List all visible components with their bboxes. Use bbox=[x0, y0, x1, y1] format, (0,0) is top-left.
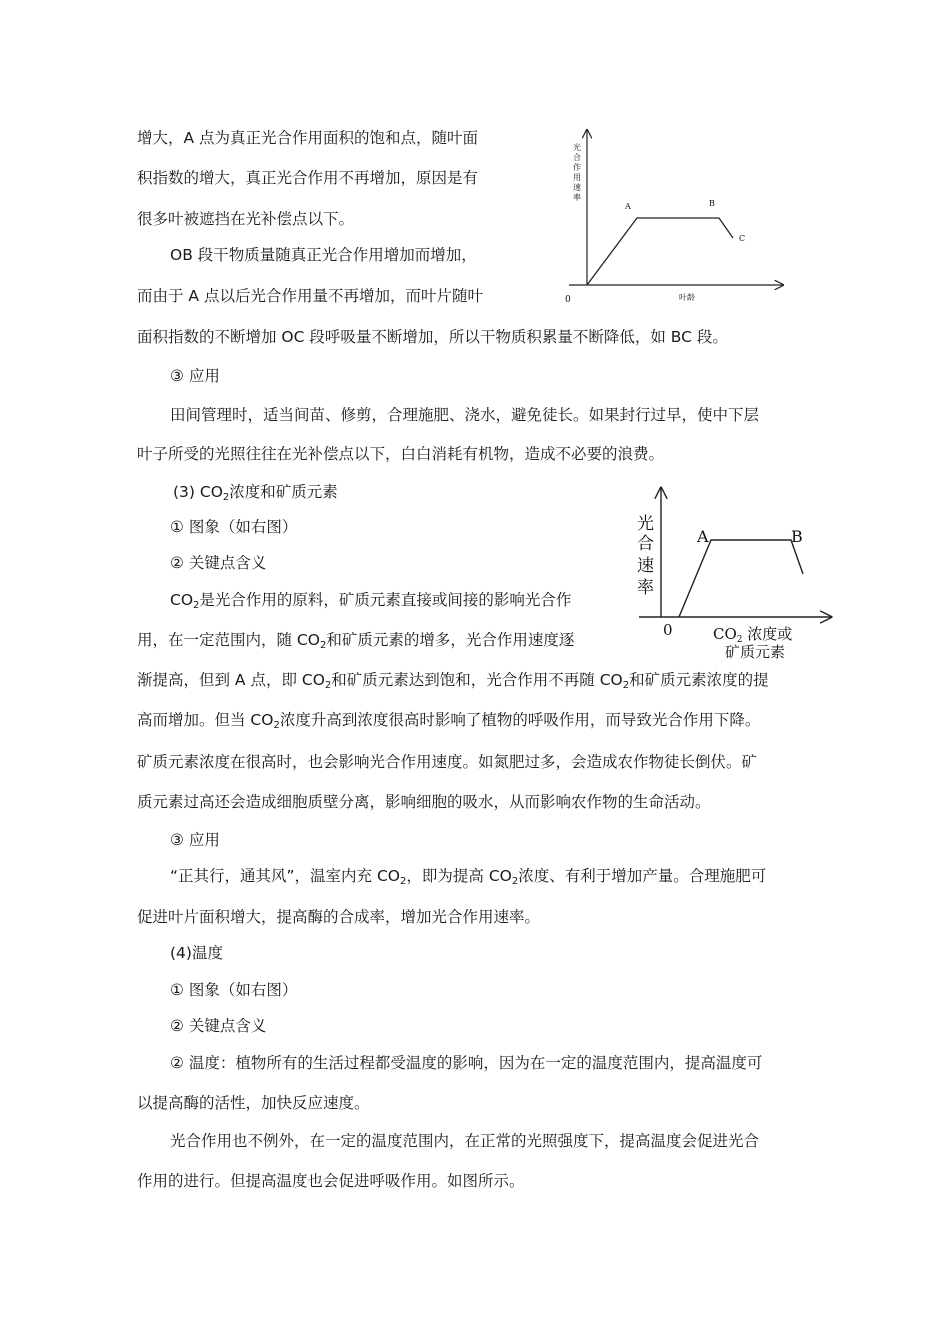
x-axis-label: 叶龄 bbox=[679, 293, 695, 302]
subheading-image: ① 图象（如右图） bbox=[170, 518, 298, 536]
x-axis-label-line2: 矿质元素 bbox=[725, 643, 786, 661]
text-line: “正其行，通其风”，温室内充 $CO_2$，即为提高 $CO_2$浓度、有利于增加产量。合理施肥可 bbox=[170, 867, 767, 887]
text-line: 很多叶被遮挡在光补偿点以下。 bbox=[137, 210, 355, 228]
point-b-label: B bbox=[791, 527, 803, 546]
y-label-char: 作 bbox=[573, 163, 581, 172]
text-line: $CO_2$是光合作用的原料，矿质元素直接或间接的影响光合作 bbox=[170, 591, 572, 611]
y-label-char: 光 bbox=[637, 514, 654, 534]
subheading-image: ① 图象（如右图） bbox=[170, 981, 298, 999]
text-line: 矿质元素浓度在很高时，也会影响光合作用速度。如氮肥过多，会造成农作物徒长倒伏。矿 bbox=[137, 753, 758, 771]
point-a-label: A bbox=[625, 202, 631, 211]
y-label-char: 合 bbox=[637, 534, 654, 554]
text-line: 渐提高，但到 A 点，即 $CO_2$和矿质元素达到饱和，光合作用不再随 $CO_2$和矿质元素浓度的提 bbox=[137, 671, 769, 691]
text-line: 面积指数的不断增加 OC 段呼吸量不断增加，所以干物质积累量不断降低，如 BC 段。 bbox=[137, 328, 728, 346]
y-axis-label bbox=[637, 514, 654, 598]
figure-co2-mineral-graph bbox=[625, 482, 835, 672]
text-line: 作用的进行。但提高温度也会促进呼吸作用。如图所示。 bbox=[137, 1172, 525, 1190]
y-label-char: 率 bbox=[637, 578, 654, 598]
text-line: 以提高酶的活性，加快反应速度。 bbox=[137, 1094, 370, 1112]
text-line: 田间管理时，适当间苗、修剪，合理施肥、浇水，避免徒长。如果封行过早，使中下层 bbox=[170, 406, 760, 424]
text-line: 增大，A 点为真正光合作用面积的饱和点，随叶面 bbox=[137, 129, 479, 147]
text-line: 高而增加。但当 $CO_2$浓度升高到浓度很高时影响了植物的呼吸作用，而导致光合作用下降。 bbox=[137, 711, 761, 731]
text-line: 而由于 A 点以后光合作用量不再增加，而叶片随叶 bbox=[137, 287, 483, 305]
section-heading-co2: (3) $CO_2$浓度和矿质元素 bbox=[173, 483, 338, 503]
text-line: 质元素过高还会造成细胞质壁分离，影响细胞的吸水，从而影响农作物的生命活动。 bbox=[137, 793, 711, 811]
origin-label: 0 bbox=[565, 295, 571, 305]
y-label-char: 速 bbox=[573, 183, 581, 192]
text-line: 促进叶片面积增大，提高酶的合成率，增加光合作用速率。 bbox=[137, 908, 541, 926]
subheading-application: ③ 应用 bbox=[170, 367, 220, 385]
point-b-label: B bbox=[709, 199, 715, 208]
text-line: OB 段干物质量随真正光合作用增加而增加， bbox=[170, 246, 477, 264]
subheading-application: ③ 应用 bbox=[170, 831, 220, 849]
curve-line bbox=[587, 218, 733, 285]
y-axis-label bbox=[573, 142, 581, 202]
y-label-char: 率 bbox=[573, 193, 581, 202]
text-line: 积指数的增大，真正光合作用不再增加，原因是有 bbox=[137, 169, 479, 187]
subheading-key-points: ② 关键点含义 bbox=[170, 1017, 267, 1035]
y-label-char: 合 bbox=[573, 153, 581, 162]
figure-leaf-age-graph bbox=[555, 120, 795, 310]
text-line: 用，在一定范围内，随 $CO_2$和矿质元素的增多，光合作用速度逐 bbox=[137, 631, 575, 651]
origin-label: 0 bbox=[663, 621, 673, 639]
y-label-char: 光 bbox=[573, 143, 581, 152]
point-c-label: C bbox=[739, 234, 746, 243]
text-line: 光合作用也不例外，在一定的温度范围内，在正常的光照强度下，提高温度会促进光合 bbox=[170, 1132, 760, 1150]
subheading-key-points: ② 关键点含义 bbox=[170, 554, 267, 572]
text-line: ② 温度：植物所有的生活过程都受温度的影响，因为在一定的温度范围内，提高温度可 bbox=[170, 1054, 763, 1072]
point-a-label: A bbox=[697, 527, 709, 546]
x-axis-label-line1: $CO_2$ 浓度或 bbox=[713, 625, 793, 645]
section-heading-temperature: (4)温度 bbox=[170, 944, 223, 962]
y-label-char: 用 bbox=[573, 173, 581, 182]
curve-line bbox=[679, 540, 803, 617]
text-line: 叶子所受的光照往往在光补偿点以下，白白消耗有机物，造成不必要的浪费。 bbox=[137, 445, 665, 463]
y-label-char: 速 bbox=[637, 556, 654, 576]
